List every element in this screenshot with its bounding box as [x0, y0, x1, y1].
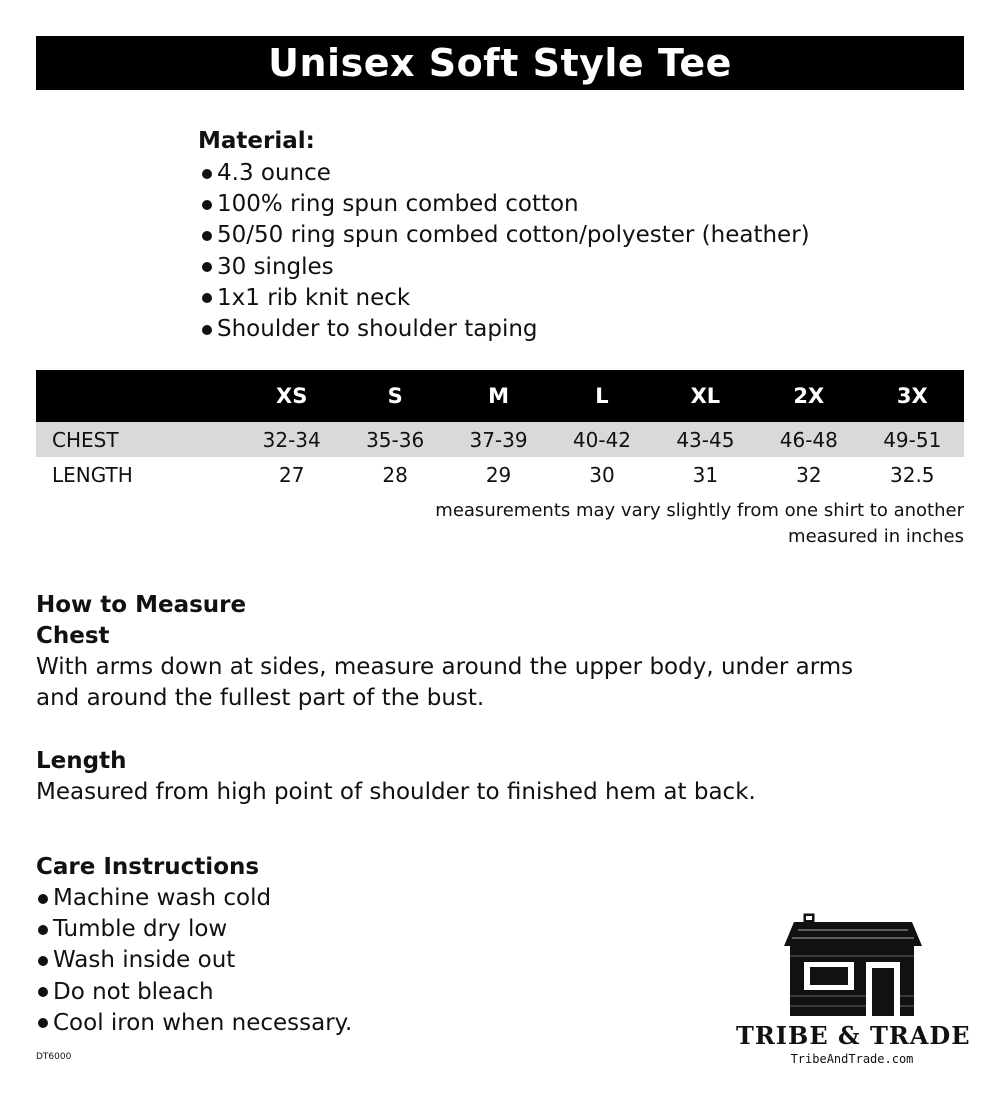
list-item	[198, 314, 810, 345]
how-to-measure-heading: How to Measure	[36, 592, 247, 618]
material-item: 50/50 ring spun combed cotton/polyester (heather)	[217, 222, 810, 249]
table-cell: 40-42	[550, 422, 653, 457]
table-cell: 32.5	[890, 462, 935, 487]
how-to-measure-section	[36, 590, 964, 808]
table-cell: 43-45	[654, 422, 757, 457]
length-text: Measured from high point of shoulder to finished hem at back.	[36, 779, 756, 805]
bullet-icon	[202, 200, 212, 210]
house-icon	[776, 910, 928, 1020]
page-title: Unisex Soft Style Tee	[268, 41, 732, 85]
bullet-icon	[202, 325, 212, 335]
bullet-icon	[38, 956, 48, 966]
list-item	[36, 883, 352, 914]
size-header-blank	[36, 370, 240, 422]
material-item: 100% ring spun combed cotton	[217, 191, 579, 218]
table-row	[36, 422, 964, 457]
note-variance: measurements may vary slightly from one shirt to another	[435, 500, 964, 521]
material-section	[198, 126, 810, 345]
table-cell: 35-36	[343, 422, 446, 457]
care-list	[36, 883, 352, 1039]
brand-name: TRIBE & TRADE	[736, 1021, 971, 1050]
table-cell: 37-39	[447, 422, 550, 457]
size-header-3x: 3X	[861, 370, 964, 422]
care-item: Machine wash cold	[53, 885, 272, 911]
size-header-2x: 2X	[757, 370, 860, 422]
list-item	[36, 914, 352, 945]
measurement-notes	[435, 498, 964, 550]
list-item	[198, 220, 810, 251]
care-item: Cool iron when necessary.	[53, 1009, 353, 1036]
care-item: Wash inside out	[53, 947, 236, 974]
chest-text: With arms down at sides, measure around the upper body, under arms	[36, 654, 854, 680]
care-section	[36, 852, 352, 1039]
table-cell: 29	[485, 462, 512, 487]
length-heading: Length	[36, 748, 127, 774]
care-item: Do not bleach	[53, 978, 214, 1005]
title-bar	[36, 36, 964, 90]
size-header-m: M	[447, 370, 550, 422]
care-heading: Care Instructions	[36, 854, 260, 880]
list-item	[36, 945, 352, 976]
table-cell: 30	[589, 462, 615, 487]
table-cell: 32	[796, 462, 822, 487]
bullet-icon	[202, 231, 212, 241]
note-units: measured in inches	[788, 526, 964, 547]
material-item: 1x1 rib knit neck	[217, 284, 411, 311]
material-item: Shoulder to shoulder taping	[217, 316, 538, 343]
bullet-icon	[38, 894, 48, 904]
list-item	[198, 189, 810, 220]
size-header-xl: XL	[654, 370, 757, 422]
table-row	[36, 457, 964, 492]
table-cell: 49-51	[861, 422, 964, 457]
material-list	[198, 158, 810, 345]
table-cell: 46-48	[757, 422, 860, 457]
list-item	[36, 977, 352, 1008]
table-cell: 31	[692, 462, 719, 487]
size-header-s: S	[343, 370, 446, 422]
row-label-chest: CHEST	[36, 422, 240, 457]
table-cell: 28	[382, 462, 408, 487]
brand-website: TribeAndTrade.com	[790, 1052, 914, 1066]
size-header-l: L	[550, 370, 653, 422]
size-table	[36, 370, 964, 492]
list-item	[198, 158, 810, 189]
list-item	[36, 1008, 352, 1039]
bullet-icon	[202, 293, 212, 303]
list-item	[198, 283, 810, 314]
bullet-icon	[38, 925, 48, 935]
material-item: 4.3 ounce	[217, 160, 331, 186]
chest-text-continued: and around the fullest part of the bust.	[36, 685, 485, 711]
bullet-icon	[38, 1018, 48, 1028]
row-label-length: LENGTH	[52, 462, 133, 487]
care-item: Tumble dry low	[53, 916, 228, 943]
material-heading: Material:	[198, 128, 315, 154]
table-cell: 27	[278, 462, 305, 487]
list-item	[198, 252, 810, 283]
brand-logo	[736, 910, 971, 1070]
product-code: DT6000	[36, 1052, 72, 1062]
material-item: 30 singles	[217, 253, 334, 280]
bullet-icon	[38, 987, 48, 997]
size-header-xs: XS	[240, 370, 343, 422]
bullet-icon	[202, 169, 212, 179]
chest-heading: Chest	[36, 623, 110, 649]
table-cell: 32-34	[240, 422, 343, 457]
bullet-icon	[202, 262, 212, 272]
size-header-row	[36, 370, 964, 422]
